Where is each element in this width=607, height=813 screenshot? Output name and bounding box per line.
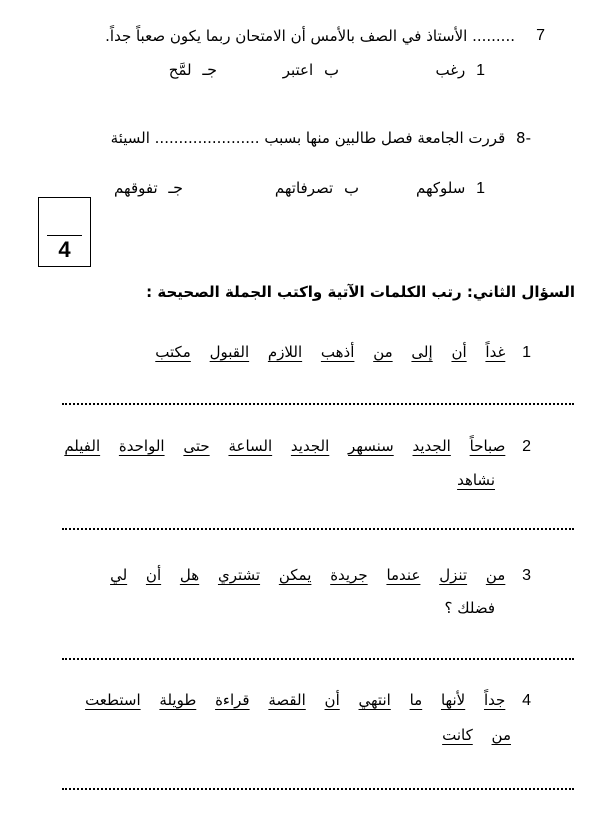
word: سنسهر	[348, 437, 394, 455]
word: الفيلم	[64, 437, 101, 455]
word: أن	[451, 343, 467, 361]
word: لي	[110, 566, 128, 584]
word: غداً	[485, 343, 506, 361]
word: كانت	[442, 726, 473, 744]
option-marker: جـ	[168, 180, 183, 197]
question-7-option-c	[169, 60, 217, 81]
option-text: اعتبر	[282, 61, 314, 79]
word: القصة	[268, 691, 306, 709]
option-text: سلوكهم	[415, 179, 466, 197]
word: أن	[324, 691, 340, 709]
option-marker: جـ	[202, 62, 217, 79]
question-7-stem	[105, 26, 515, 46]
word: من	[485, 566, 506, 584]
word: لأنها	[440, 691, 466, 709]
word: فضلك ؟	[444, 599, 495, 617]
arrange-item-3-line-2	[444, 598, 495, 618]
arrange-item-1	[155, 342, 531, 363]
word: ما	[409, 691, 423, 709]
word: جريدة	[330, 566, 368, 584]
word: الجديد	[412, 437, 451, 455]
word: أذهب	[320, 343, 355, 361]
score-divider	[47, 235, 82, 236]
question-8-option-c	[114, 178, 183, 199]
question-7-option-b	[283, 60, 339, 81]
option-marker: 1	[476, 180, 485, 197]
question-8-option-a	[416, 178, 485, 199]
question-8-number: -8	[516, 129, 531, 147]
word: عندما	[386, 566, 421, 584]
word: مكتب	[155, 343, 191, 361]
word: اللازم	[267, 343, 303, 361]
answer-line-3[interactable]	[62, 658, 574, 660]
answer-line-2[interactable]	[62, 528, 574, 530]
word: صباحاً	[469, 437, 506, 455]
arrange-item-4	[85, 690, 531, 711]
section-two-title: السؤال الثاني: رتب الكلمات الآتية واكتب الجملة الصحيحة :	[146, 283, 575, 301]
question-8-option-b	[275, 178, 359, 199]
question-7-option-a	[435, 60, 485, 81]
word: قراءة	[215, 691, 250, 709]
word: الساعة	[228, 437, 273, 455]
arrange-item-4-line-2	[442, 725, 511, 745]
arrange-item-2-line-2	[457, 470, 495, 490]
word: تنزل	[439, 566, 468, 584]
word: نشاهد	[457, 471, 495, 489]
word: القبول	[209, 343, 250, 361]
word: الواحدة	[118, 437, 165, 455]
word: هل	[179, 566, 200, 584]
word: الجديد	[290, 437, 330, 455]
arrange-item-2	[64, 436, 531, 457]
question-7-number: 7	[536, 27, 545, 44]
word: من	[373, 343, 393, 361]
option-text: تصرفاتهم	[274, 179, 334, 197]
option-marker: ب	[323, 62, 339, 79]
option-text: رغب	[435, 61, 466, 79]
word: أن	[145, 566, 162, 584]
question-8-text-end: السيئة	[110, 129, 150, 147]
answer-line-1[interactable]	[62, 403, 574, 405]
word: طويلة	[159, 691, 197, 709]
arrange-number: 1	[522, 344, 531, 361]
question-8-stem	[111, 128, 531, 148]
word: يمكن	[278, 566, 312, 584]
option-text: لمَّح	[168, 61, 192, 79]
arrange-number: 4	[522, 692, 531, 709]
arrange-number: 2	[522, 438, 531, 455]
question-7-blank: .........	[472, 27, 515, 45]
word: انتهي	[358, 691, 391, 709]
word: حتى	[183, 437, 210, 455]
word: استطعت	[85, 691, 141, 709]
option-marker: ب	[343, 180, 359, 197]
question-7-text: الأستاذ في الصف بالأمس أن الامتحان ربما يكون صعباً جداً.	[105, 27, 468, 45]
score-value: 4	[58, 237, 71, 262]
arrange-item-3	[110, 565, 531, 586]
question-8-blank: ......................	[154, 129, 260, 147]
answer-line-4[interactable]	[62, 788, 574, 790]
word: تشتري	[217, 566, 261, 584]
score-box	[38, 197, 91, 267]
option-marker: 1	[476, 62, 485, 79]
word: من	[491, 726, 511, 744]
arrange-number: 3	[522, 567, 531, 584]
word: جداً	[483, 691, 506, 709]
option-text: تفوقهم	[114, 179, 158, 197]
question-8-text: قررت الجامعة فصل طالبين منها بسبب	[264, 129, 506, 147]
word: إلى	[411, 343, 433, 361]
